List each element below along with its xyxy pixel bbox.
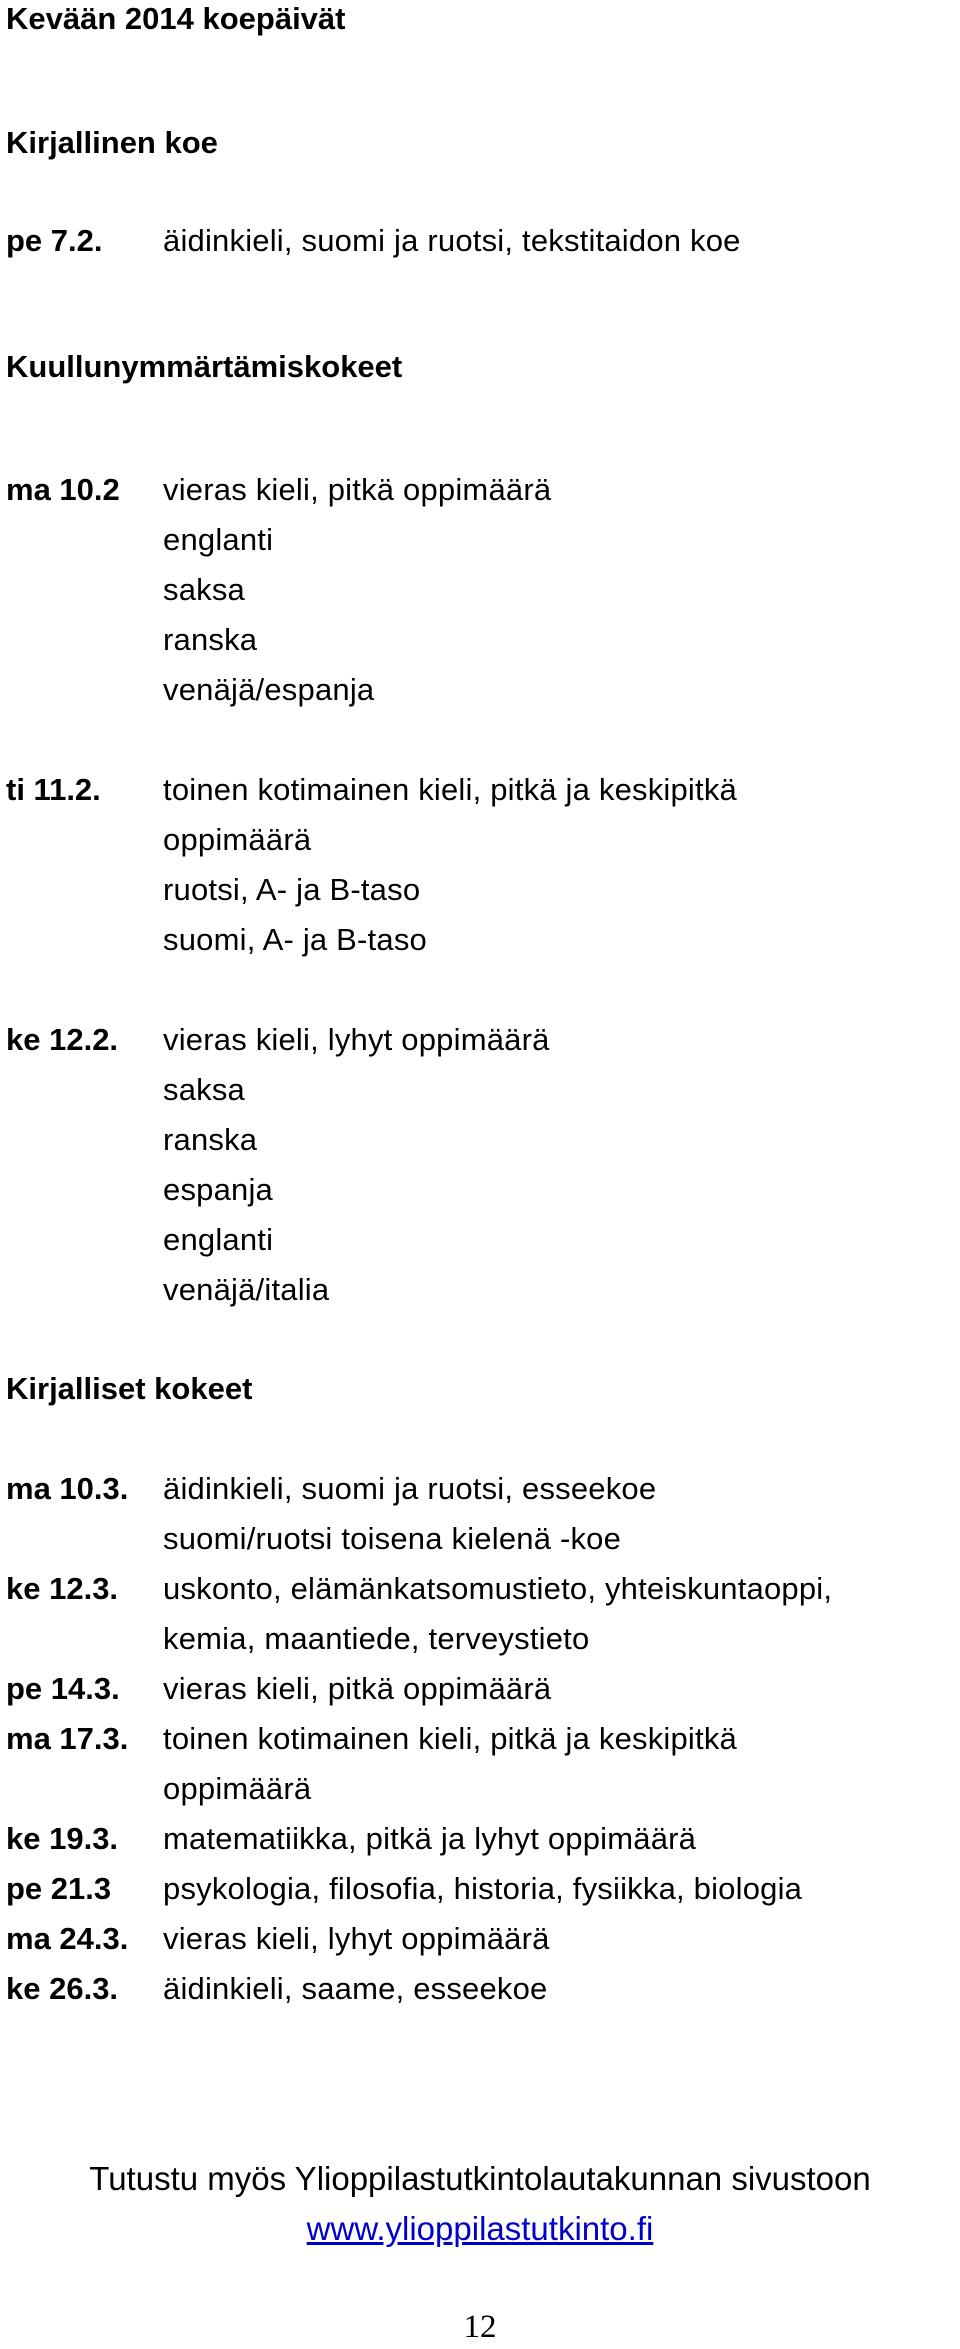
exam-date: pe 7.2.	[6, 223, 103, 258]
exam-date: ma 24.3.	[6, 1921, 129, 1956]
exam-subjects	[163, 1473, 656, 1564]
section-heading-written-exams: Kirjalliset kokeet	[6, 1371, 253, 1406]
exam-subject-line: saksa	[163, 1072, 245, 1107]
exam-date: ma 10.3.	[6, 1471, 129, 1506]
exam-date: ke 26.3.	[6, 1971, 119, 2006]
exam-subject-line: vieras kieli, lyhyt oppimäärä	[163, 1022, 550, 1057]
exam-subject-line: suomi/ruotsi toisena kielenä -koe	[163, 1521, 622, 1556]
exam-subject-line: oppimäärä	[163, 1771, 312, 1806]
exam-subjects	[163, 1873, 802, 1914]
exam-subjects	[163, 1723, 737, 1814]
exam-subject-line: espanja	[163, 1172, 273, 1207]
exam-date: ma 17.3.	[6, 1721, 129, 1756]
exam-subject-line: englanti	[163, 1222, 274, 1257]
exam-subject-line: toinen kotimainen kieli, pitkä ja keskipitkä	[163, 772, 737, 807]
exam-subjects	[163, 225, 741, 266]
section-heading-listening-exams: Kuullunymmärtämiskokeet	[6, 349, 403, 384]
exam-date: ke 12.2.	[6, 1022, 119, 1057]
exam-subject-line: ranska	[163, 1122, 258, 1157]
exam-date: ma 10.2	[6, 472, 120, 507]
exam-subjects	[163, 474, 551, 715]
exam-subject-line: vieras kieli, pitkä oppimäärä	[163, 1671, 552, 1706]
exam-subjects	[163, 1973, 548, 2014]
exam-subjects	[163, 1024, 550, 1315]
page-title: Kevään 2014 koepäivät	[6, 1, 346, 36]
exam-date: ti 11.2.	[6, 772, 101, 807]
footer-text: Tutustu myös Ylioppilastutkintolautakunnan sivustoon	[89, 2160, 871, 2197]
exam-subject-line: suomi, A- ja B-taso	[163, 922, 427, 957]
exam-subject-line: äidinkieli, suomi ja ruotsi, esseekoe	[163, 1471, 657, 1506]
exam-subject-line: matematiikka, pitkä ja lyhyt oppimäärä	[163, 1821, 697, 1856]
exam-subjects	[163, 1923, 550, 1964]
exam-subject-line: vieras kieli, pitkä oppimäärä	[163, 472, 552, 507]
section-heading-written-exam: Kirjallinen koe	[6, 125, 218, 160]
exam-date: pe 14.3.	[6, 1671, 120, 1706]
exam-subjects	[163, 774, 737, 965]
exam-subject-line: venäjä/italia	[163, 1272, 330, 1307]
exam-subject-line: kemia, maantiede, terveystieto	[163, 1621, 590, 1656]
exam-subject-line: oppimäärä	[163, 822, 312, 857]
exam-subject-line: ranska	[163, 622, 258, 657]
exam-subjects	[163, 1573, 832, 1664]
page-number: 12	[463, 2309, 497, 2345]
exam-subjects	[163, 1673, 551, 1714]
exam-subject-line: vieras kieli, lyhyt oppimäärä	[163, 1921, 550, 1956]
exam-subject-line: venäjä/espanja	[163, 672, 375, 707]
exam-subjects	[163, 1823, 696, 1864]
exam-subject-line: äidinkieli, suomi ja ruotsi, tekstitaidon koe	[163, 223, 741, 258]
exam-date: ke 19.3.	[6, 1821, 119, 1856]
exam-date: pe 21.3	[6, 1871, 112, 1906]
exam-subject-line: uskonto, elämänkatsomustieto, yhteiskuntaoppi,	[163, 1571, 833, 1606]
exam-subject-line: ruotsi, A- ja B-taso	[163, 872, 421, 907]
exam-date: ke 12.3.	[6, 1571, 119, 1606]
exam-subject-line: äidinkieli, saame, esseekoe	[163, 1971, 548, 2006]
exam-subject-line: psykologia, filosofia, historia, fysiikka, biologia	[163, 1871, 803, 1906]
exam-subject-line: toinen kotimainen kieli, pitkä ja keskipitkä	[163, 1721, 737, 1756]
exam-subject-line: englanti	[163, 522, 274, 557]
website-link[interactable]: www.ylioppilastutkinto.fi	[306, 2210, 654, 2247]
exam-subject-line: saksa	[163, 572, 245, 607]
